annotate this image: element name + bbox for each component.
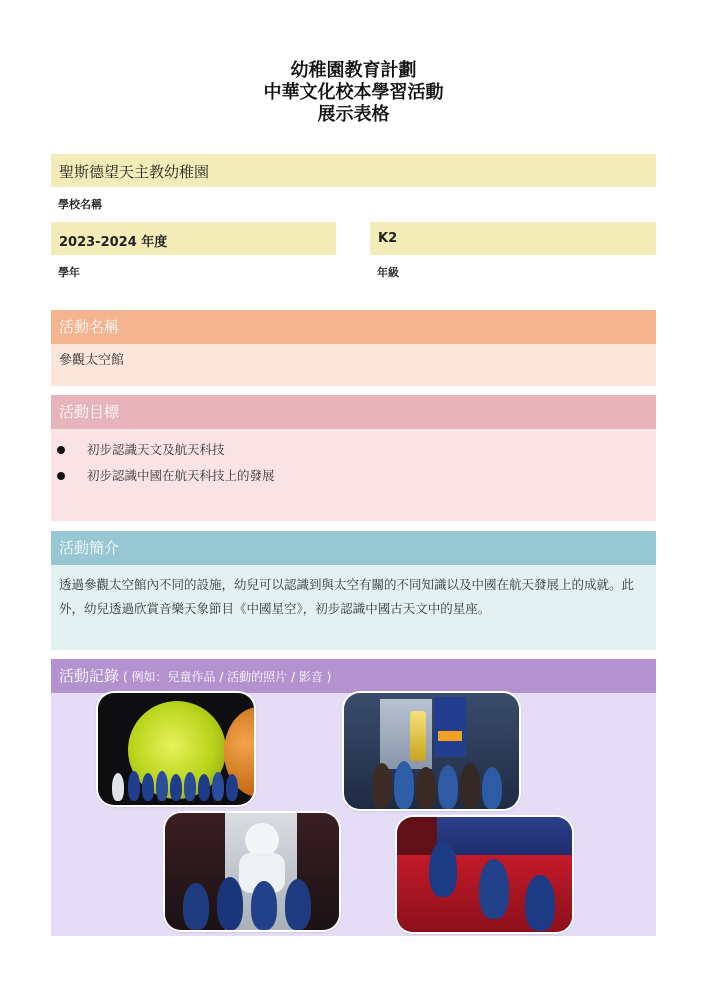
activity-photo-rocket-exhibit [344, 693, 519, 809]
intro-body [51, 565, 656, 650]
objective-item: 初步認識中國在航天科技上的發展 [51, 463, 275, 489]
objective-item: 初步認識天文及航天科技 [51, 437, 275, 463]
children-group [106, 765, 251, 805]
grade-value: K2 [378, 231, 398, 246]
objectives-body [51, 429, 656, 521]
activity-photo-theatre-seats [397, 817, 572, 932]
activity-photo-sun-exhibit [98, 693, 254, 805]
form-title-line1: 幼稚園教育計劃 [290, 60, 417, 81]
school-year-label: 學年 [58, 266, 80, 279]
children-group [368, 757, 518, 809]
school-year-value: 2023-2024 年度 [59, 235, 168, 250]
form-title-line2: 中華文化校本學習活動 [263, 82, 444, 103]
intro-heading: 活動簡介 [51, 531, 656, 565]
school-name-label: 學校名稱 [58, 198, 102, 211]
activity-name-value: 參觀太空館 [59, 353, 125, 368]
school-name-value: 聖斯德望天主教幼稚園 [59, 163, 210, 181]
activity-photo-astronaut-exhibit [165, 813, 339, 930]
children-group [417, 841, 567, 931]
bullet-icon [57, 472, 65, 480]
intro-text: 透過參觀太空館內不同的設施，幼兒可以認識到與太空有關的不同知識以及中國在航天發展上的成就。此外，幼兒透過欣賞音樂天象節目《中國星空》，初步認識中國古天文中的星座。 [59, 577, 635, 616]
records-heading [51, 659, 656, 693]
grade-label: 年級 [377, 266, 399, 279]
objectives-list [51, 437, 275, 489]
bullet-icon [57, 446, 65, 454]
form-title-line3: 展示表格 [317, 104, 390, 125]
objectives-heading: 活動目標 [51, 395, 656, 429]
school-name-field [51, 154, 656, 187]
rocket-tube [410, 711, 426, 761]
records-title: 活動記錄 [59, 667, 120, 685]
school-year-field [51, 222, 336, 255]
children-group [177, 873, 337, 930]
records-note: ( 例如：兒童作品 / 活動的照片 / 影音 ) [123, 670, 332, 684]
grade-field [370, 222, 656, 255]
activity-name-body [51, 344, 656, 386]
astronaut-figure [245, 823, 279, 857]
info-screen-accent [438, 731, 462, 741]
info-screen [434, 697, 466, 757]
activity-name-heading: 活動名稱 [51, 310, 656, 344]
